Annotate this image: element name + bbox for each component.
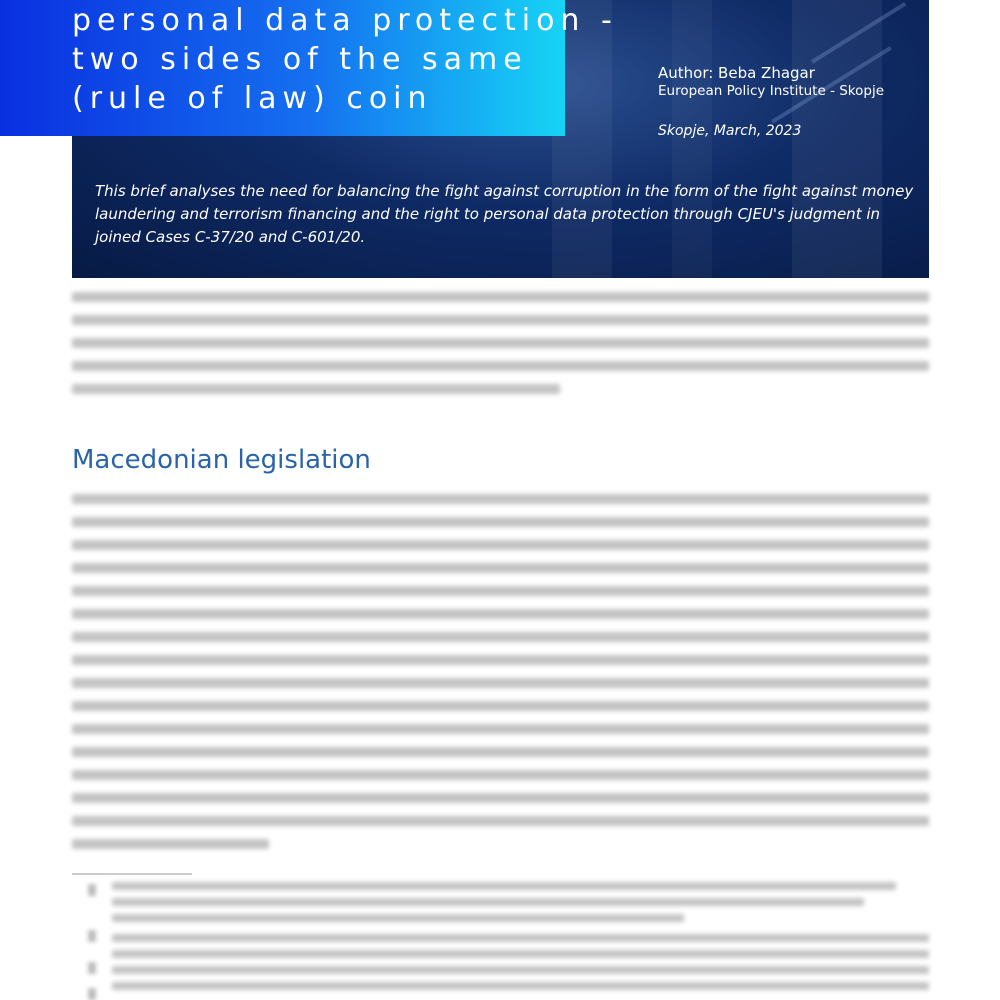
footnote-number-redacted xyxy=(88,962,96,974)
footnote-divider xyxy=(72,873,192,875)
section-heading: Macedonian legislation xyxy=(72,445,371,475)
publication-place-date: Skopje, March, 2023 xyxy=(658,123,802,139)
title-box xyxy=(0,0,618,136)
footnote-number-redacted xyxy=(88,884,96,896)
abstract-text: This brief analyses the need for balancing the fight against corruption in the form of the fight against money laundering and terrorism financing and the right to personal data protection through CJEU's judgment in joined Cases C-37/20 and C-601/20. xyxy=(95,182,914,246)
footnotes-redacted xyxy=(112,882,929,990)
author-name: Author: Beba Zhagar xyxy=(658,64,815,82)
author-institution: European Policy Institute - Skopje xyxy=(658,83,885,99)
title-line-2: two sides of the same xyxy=(72,42,528,77)
section-paragraph-redacted xyxy=(72,494,929,849)
title-line-1: personal data protection - xyxy=(72,3,618,38)
title-line-3: (rule of law) coin xyxy=(72,81,433,116)
footnote-number-redacted xyxy=(88,930,96,942)
footnote-number-redacted xyxy=(88,988,96,1000)
intro-paragraph-redacted xyxy=(72,292,929,394)
